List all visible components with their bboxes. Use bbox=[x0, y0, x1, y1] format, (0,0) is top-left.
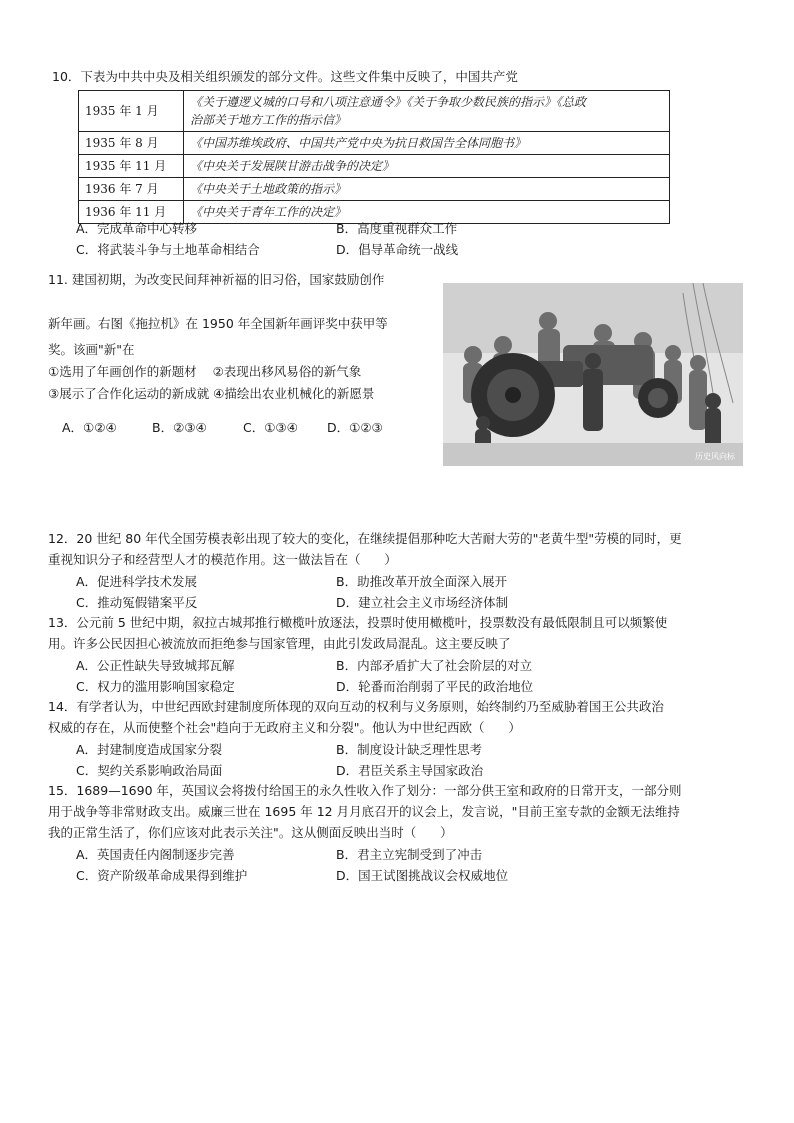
table-row bbox=[79, 155, 670, 178]
q14-option-d[interactable]: D．君臣关系主导国家政治 bbox=[336, 763, 484, 778]
q15-option-a[interactable]: A．英国责任内阁制逐步完善 bbox=[76, 847, 235, 862]
q12-option-d[interactable]: D．建立社会主义市场经济体制 bbox=[336, 595, 509, 610]
q10-stem: 10．下表为中共中央及相关组织颁发的部分文件。这些文件集中反映了，中国共产党 bbox=[52, 69, 518, 84]
q14-option-a[interactable]: A．封建制度造成国家分裂 bbox=[76, 742, 223, 757]
q10-documents-table bbox=[78, 90, 670, 224]
q15-option-d[interactable]: D．国王试图挑战议会权威地位 bbox=[336, 868, 509, 883]
table-cell-title: 《中国苏维埃政府、中国共产党中央为抗日救国告全体同胞书》 bbox=[184, 132, 670, 155]
q15-stem-line: 我的正常生活了，你们应该对此表示关注"。这从侧面反映出当时（ ） bbox=[48, 825, 453, 840]
q13-option-c[interactable]: C．权力的滥用影响国家稳定 bbox=[76, 679, 235, 694]
table-cell-title: 《中央关于发展陕甘游击战争的决定》 bbox=[184, 155, 670, 178]
table-cell-date: 1935 年 8 月 bbox=[79, 132, 184, 155]
q11-statement: ③展示了合作化运动的新成就 ④描绘出农业机械化的新愿景 bbox=[48, 386, 375, 401]
q11-stem-line: 奖。该画"新"在 bbox=[48, 342, 135, 357]
table-row bbox=[79, 91, 670, 132]
title-line: 《关于遵逻义城的口号和八项注意通令》《关于争取少数民族的指示》《总政 bbox=[190, 95, 587, 109]
q14-stem-line: 权威的存在，从而使整个社会"趋向于无政府主义和分裂"。他认为中世纪西欧（ ） bbox=[48, 720, 521, 735]
q11-option-c[interactable]: C．①③④ bbox=[243, 420, 298, 435]
table-cell-title: 《中央关于青年工作的决定》 bbox=[184, 201, 670, 224]
table-cell-date: 1936 年 11 月 bbox=[79, 201, 184, 224]
table-cell-date: 1935 年 11 月 bbox=[79, 155, 184, 178]
q13-stem-line: 用。许多公民因担心被流放而拒绝参与国家管理，由此引发政局混乱。这主要反映了 bbox=[48, 636, 511, 651]
q12-option-a[interactable]: A．促进科学技术发展 bbox=[76, 574, 198, 589]
q13-option-d[interactable]: D．轮番而治削弱了平民的政治地位 bbox=[336, 679, 534, 694]
q11-stem-line: 新年画。右图《拖拉机》在 1950 年全国新年画评奖中获甲等 bbox=[48, 316, 388, 331]
q11-option-b[interactable]: B．②③④ bbox=[152, 420, 207, 435]
q15-stem-line: 15．1689—1690 年，英国议会将拨付给国王的永久性收入作了划分：一部分供王室和政府的日常开支，一部分则 bbox=[48, 783, 682, 798]
q15-option-b[interactable]: B．君主立宪制受到了冲击 bbox=[336, 847, 483, 862]
table-row bbox=[79, 178, 670, 201]
q14-stem-line: 14．有学者认为，中世纪西欧封建制度所体现的双向互动的权利与义务原则，始终制约乃至威胁着国王公共政治 bbox=[48, 699, 664, 714]
q15-stem-line: 用于战争等非常财政支出。威廉三世在 1695 年 12 月月底召开的议会上，发言说，"目前王室专款的金额无法维持 bbox=[48, 804, 680, 819]
table-cell-date: 1935 年 1 月 bbox=[79, 91, 184, 132]
q10-option-a[interactable]: A．完成革命中心转移 bbox=[76, 221, 198, 236]
q12-option-b[interactable]: B．助推改革开放全面深入展开 bbox=[336, 574, 508, 589]
table-cell-title: 《中央关于土地政策的指示》 bbox=[184, 178, 670, 201]
image-watermark: 历史风向标 bbox=[695, 452, 735, 461]
table-cell-date: 1936 年 7 月 bbox=[79, 178, 184, 201]
q12-option-c[interactable]: C．推动冤假错案平反 bbox=[76, 595, 198, 610]
q15-option-c[interactable]: C．资产阶级革命成果得到维护 bbox=[76, 868, 248, 883]
q14-option-c[interactable]: C．契约关系影响政治局面 bbox=[76, 763, 223, 778]
q12-stem-line: 重视知识分子和经营型人才的模范作用。这一做法旨在（ ） bbox=[48, 552, 397, 567]
tractor-painting-image bbox=[443, 283, 743, 466]
q13-option-a[interactable]: A．公正性缺失导致城邦瓦解 bbox=[76, 658, 235, 673]
q10-option-d[interactable]: D．倡导革命统一战线 bbox=[336, 242, 459, 257]
title-line: 治部关于地方工作的指示信》 bbox=[190, 113, 347, 127]
q11-statement: ①选用了年画创作的新题材 ②表现出移风易俗的新气象 bbox=[48, 364, 362, 379]
q12-stem-line: 12．20 世纪 80 年代全国劳模表彰出现了较大的变化，在继续提倡那种吃大苦耐大劳的"老黄牛型"劳模的同时，更 bbox=[48, 531, 682, 546]
q13-stem-line: 13．公元前 5 世纪中期，叙拉古城邦推行橄榄叶放逐法，投票时使用橄榄叶，投票数没有最低限制且可以频繁使 bbox=[48, 615, 668, 630]
q13-option-b[interactable]: B．内部矛盾扩大了社会阶层的对立 bbox=[336, 658, 533, 673]
q11-stem-line: 11. 建国初期，为改变民间拜神祈福的旧习俗，国家鼓励创作 bbox=[48, 272, 385, 287]
q11-option-a[interactable]: A．①②④ bbox=[62, 420, 117, 435]
q14-option-b[interactable]: B．制度设计缺乏理性思考 bbox=[336, 742, 483, 757]
q10-option-b[interactable]: B．高度重视群众工作 bbox=[336, 221, 458, 236]
table-row bbox=[79, 132, 670, 155]
q11-option-d[interactable]: D．①②③ bbox=[327, 420, 383, 435]
table-cell-title bbox=[184, 91, 670, 132]
q10-option-c[interactable]: C．将武装斗争与土地革命相结合 bbox=[76, 242, 260, 257]
